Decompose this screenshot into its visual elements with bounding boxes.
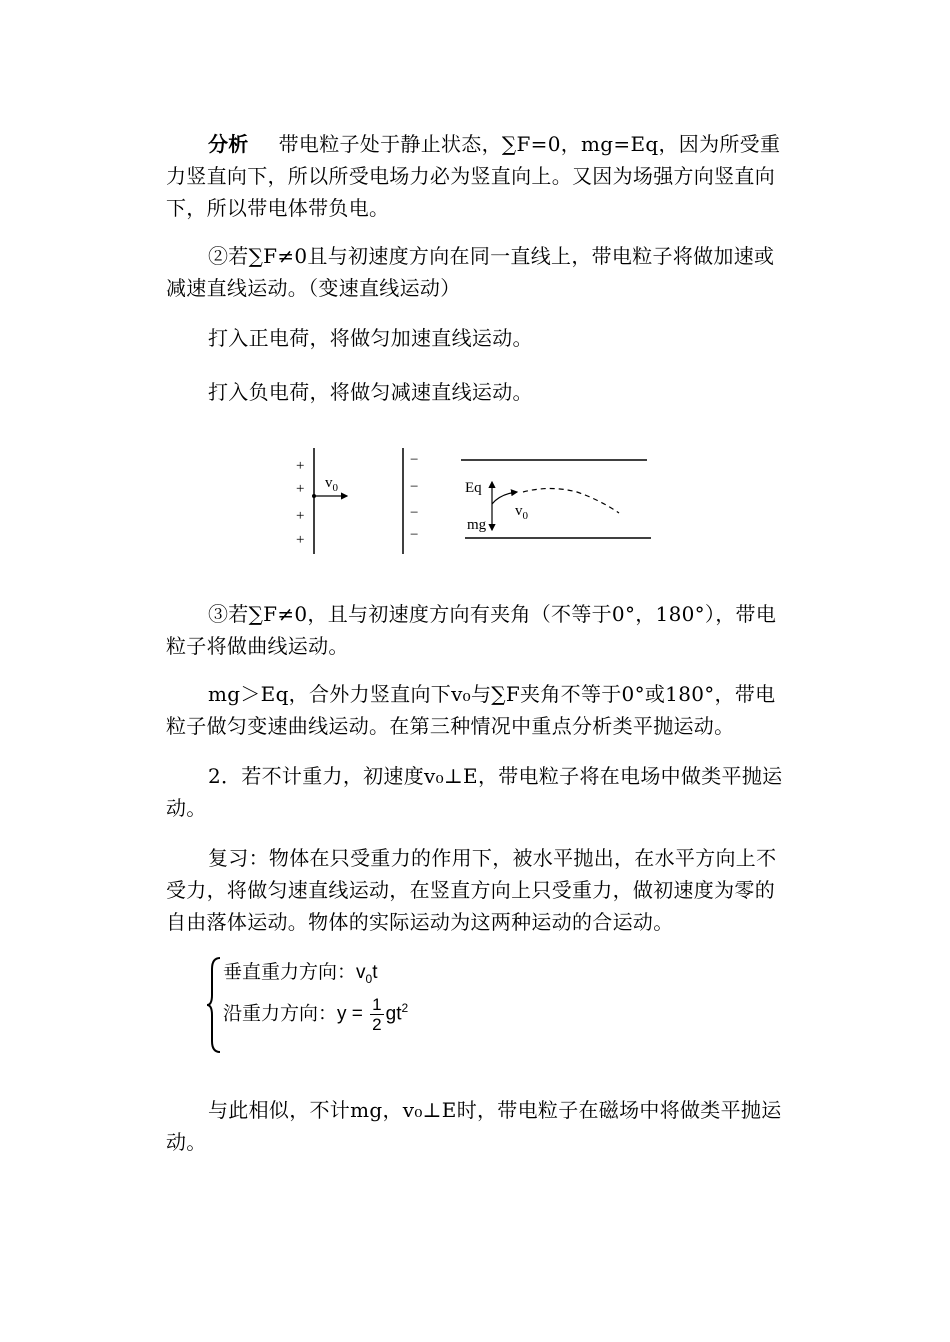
horizontal-label: 垂直重力方向： <box>223 962 357 983</box>
paragraph-positive-charge: 打入正电荷，将做匀加速直线运动。 <box>208 326 533 350</box>
t-symbol: t <box>372 962 378 983</box>
trajectory-initial <box>492 492 517 504</box>
right-capacitor <box>461 460 651 538</box>
minus-sign: − <box>410 505 419 521</box>
fraction-numerator: 1 <box>372 995 382 1014</box>
paragraph-mg-eq: mg＞Eq，合外力竖直向下v₀与∑F夹角不等于0°或180°，带电粒子做匀变速曲线运动。在第三种情况中重点分析类平抛运动。 <box>166 682 776 738</box>
mg-label: mg <box>467 517 487 533</box>
analysis-paragraph <box>166 128 790 224</box>
left-brace <box>205 955 223 1055</box>
fraction-one-half <box>370 995 383 1034</box>
plus-sign: + <box>296 481 305 497</box>
paragraph-item-2: 2．若不计重力，初速度v₀⊥E，带电粒子将在电场中做类平抛运动。 <box>166 764 783 820</box>
paragraph-case-2: ②若∑F≠0且与初速度方向在同一直线上，带电粒子将做加速或减速直线运动。（变速直线运动） <box>166 244 775 300</box>
paragraph-case-3: ③若∑F≠0，且与初速度方向有夹角（不等于0°，180°），带电粒子将做曲线运动。 <box>166 602 777 658</box>
minus-sign: − <box>410 452 419 468</box>
minus-sign: − <box>410 479 419 495</box>
vertical-label: 沿重力方向： <box>223 1003 338 1025</box>
paragraph-magnetic-analogy: 与此相似，不计mg，v₀⊥E时，带电粒子在磁场中将做类平抛运动。 <box>166 1098 782 1154</box>
v0-label: $v_0$ <box>325 475 338 494</box>
plus-sign: + <box>296 458 305 474</box>
formula-row-horizontal <box>223 957 377 986</box>
minus-sign: − <box>410 527 419 543</box>
trajectory-dashed <box>523 489 619 514</box>
paragraph-review: 复习：物体在只受重力的作用下，被水平抛出，在水平方向上不受力，将做匀速直线运动，在竖直方向上只受重力，做初速度为零的自由落体运动。物体的实际运动为这两种运动的合运动。 <box>166 846 777 934</box>
v-subscript: 0 <box>365 971 373 986</box>
eq-label: Eq <box>465 480 482 496</box>
formula-row-vertical <box>223 995 408 1034</box>
y-equals: y = <box>337 1003 363 1025</box>
gt-symbol: gt <box>385 1003 402 1025</box>
v-symbol: v <box>356 962 366 983</box>
field-diagram <box>285 440 665 570</box>
v0-label: $v_0$ <box>515 503 528 522</box>
analysis-text: 带电粒子处于静止状态，∑F=0，mg=Eq，因为所受重力竖直向下，所以所受电场力必为竖直向上。又因为场强方向竖直向下，所以带电体带负电。 <box>166 132 781 220</box>
projectile-formula <box>205 955 505 1055</box>
analysis-label: 分析 <box>208 132 249 156</box>
paragraph-negative-charge: 打入负电荷，将做匀减速直线运动。 <box>208 380 533 404</box>
left-capacitor <box>296 448 418 554</box>
plus-sign: + <box>296 508 305 524</box>
plus-sign: + <box>296 532 305 548</box>
exponent: 2 <box>401 1001 409 1016</box>
fraction-denominator: 2 <box>372 1015 382 1034</box>
